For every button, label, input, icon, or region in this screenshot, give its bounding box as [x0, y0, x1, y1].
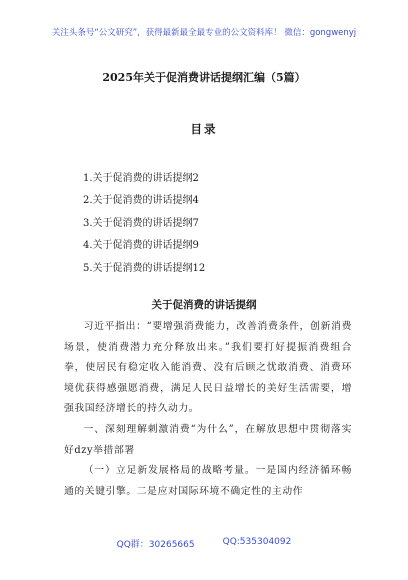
paragraph: 习近平指出：“要增强消费能力，改善消费条件，创新消费场景，使消费潜力充分释放出来。”我们要打好提振消费组合拳，使居民有稳定收入能消费、没有后顾之忧敢消费、消费环境优获得感强愿消费，满足人民日益增长的美好生活需要，增强我国经济增长的持久动力。	[64, 321, 352, 415]
toc-item[interactable]: 5.关于促消费的讲话提纲12	[83, 262, 206, 274]
toc-item[interactable]: 2.关于促消费的讲话提纲4	[83, 195, 199, 207]
paragraph: （一）立足新发展格局的战略考量。一是国内经济循环畅通的关键引擎。二是应对国际环境不确定性的主动作	[64, 465, 352, 497]
footer-qq-group: QQ群：30265665	[116, 540, 195, 550]
footer-qq: QQ:535304092	[222, 537, 292, 547]
toc-heading: 目录	[190, 122, 218, 136]
header-note: 关注头条号“公文研究”，获得最新最全最专业的公文资料库！ 微信：gongwenyj	[51, 28, 357, 38]
toc-item[interactable]: 3.关于促消费的讲话提纲7	[83, 217, 199, 229]
section-title: 关于促消费的讲话提纲	[151, 299, 257, 311]
document-title: 2025年关于促消费讲话提纲汇编（5篇）	[102, 71, 306, 84]
body-text	[64, 317, 352, 502]
table-of-contents	[83, 168, 343, 280]
toc-item[interactable]: 4.关于促消费的讲话提纲9	[83, 240, 199, 252]
toc-item[interactable]: 1.关于促消费的讲话提纲2	[83, 173, 199, 184]
footer	[0, 537, 408, 550]
paragraph: 一、深刻理解刺激消费“为什么”，在解放思想中贯彻落实好dzy举措部署	[64, 423, 352, 456]
